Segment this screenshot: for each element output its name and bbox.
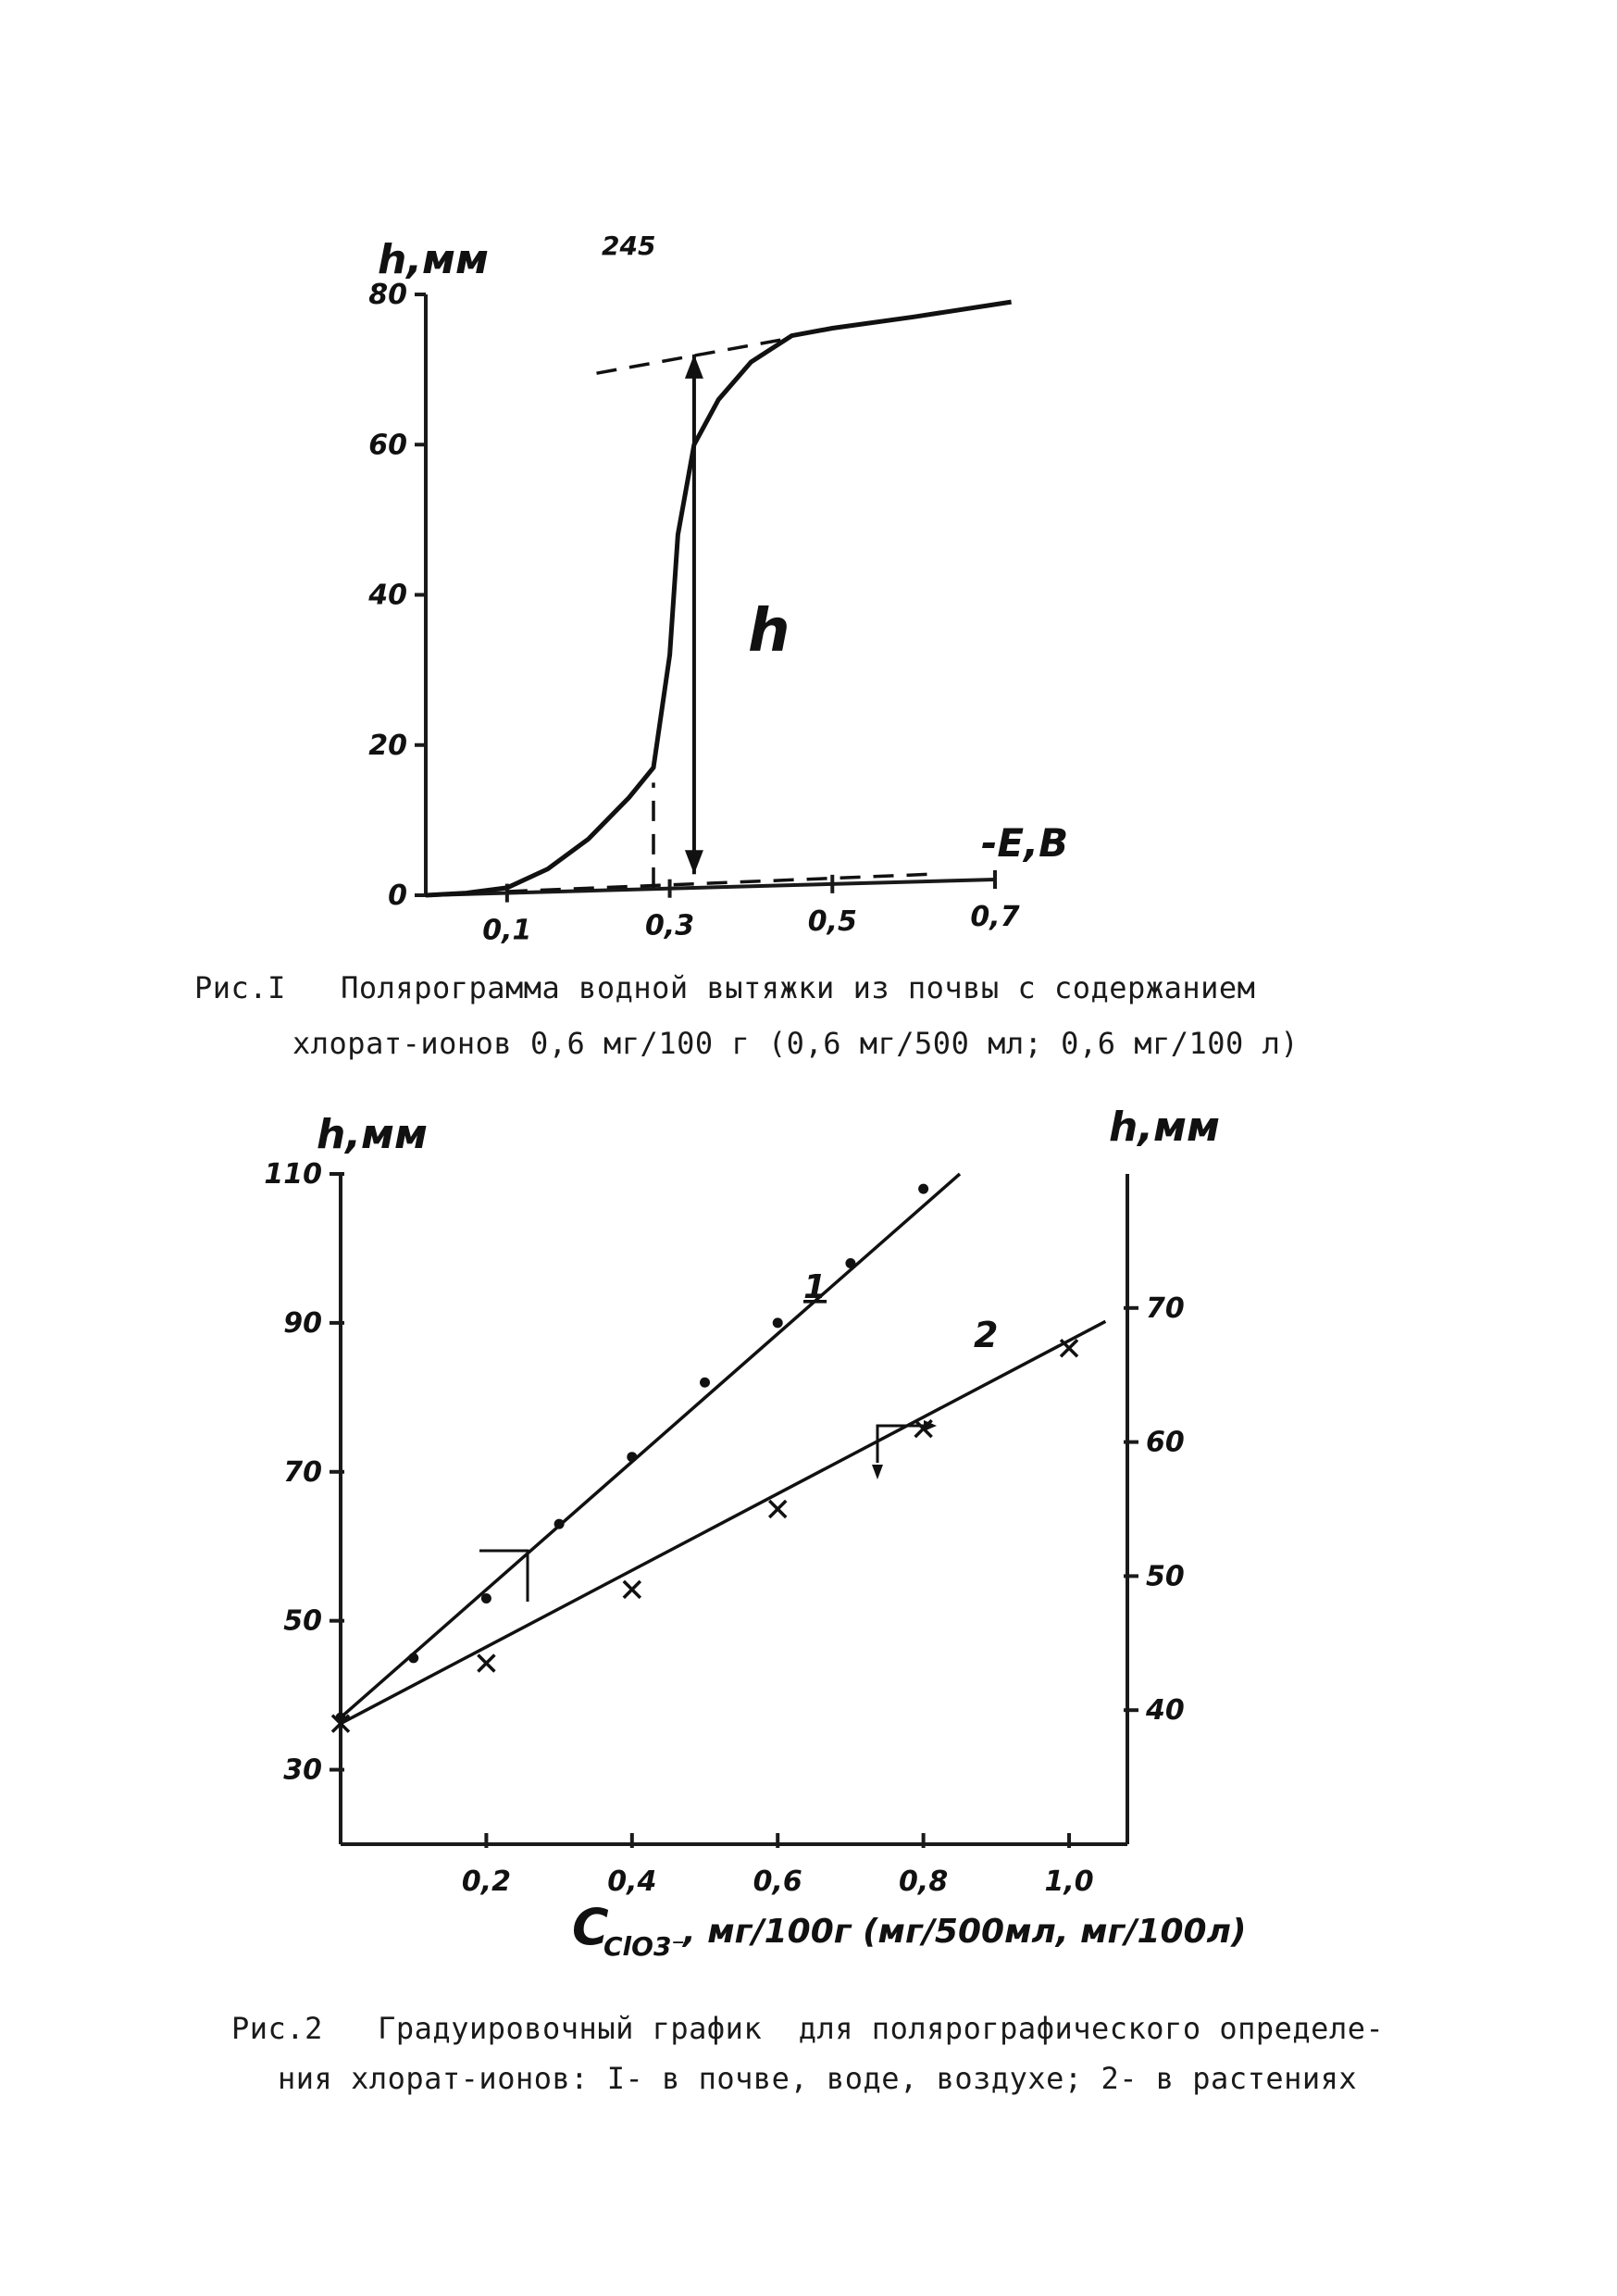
fig1-x-tick-label: 0,1 [482,914,532,947]
fig1-arrow-head-bottom [685,850,703,874]
series-1-label: 1 [803,1268,827,1306]
fig1-arrow-head-top [685,355,703,379]
fig1-y-ticks [367,279,426,912]
fig2-right-y-ticks [1124,1292,1185,1727]
fig1-polarogram-curve [426,302,1012,895]
fig2-left-y-tick-label: 90 [283,1306,322,1340]
series-1-point [554,1519,565,1529]
fig1-x-axis-label: -E,B [981,820,1069,866]
figure-1-polarogram [367,236,1068,947]
series-2-point [624,1581,641,1598]
series-1-point [700,1378,710,1388]
series-2-point [478,1655,494,1672]
fig2-right-y-tick-label: 40 [1146,1694,1185,1728]
series-2-point [769,1501,786,1517]
fig1-y-tick-label: 80 [368,279,407,311]
fig2-left-y-tick-label: 110 [264,1158,322,1191]
fig2-x-tick-label: 1,0 [1044,1866,1094,1898]
series-1-point [773,1317,783,1328]
fig1-y-tick-label: 20 [368,729,407,762]
fig2-left-y-tick-label: 70 [283,1455,322,1489]
fig2-left-y-axis-label: h,мм [317,1111,428,1158]
fig1-y-axis-label: h,мм [378,236,489,283]
fig2-x-axis-label-subscript: ClO3⁻ [603,1931,686,1962]
figure-2-caption-line-1: Рис.2 Градуировочный график для полярографического определе- [231,2011,1385,2046]
fig2-right-y-axis-label: h,мм [1109,1104,1220,1151]
page-number: 245 [602,231,656,261]
series-2-right-axis-arrow [872,1420,937,1479]
fig2-x-tick-label: 0,8 [899,1866,949,1898]
fig1-y-tick-label: 40 [368,579,407,612]
fig2-x-tick-label: 0,4 [607,1866,657,1898]
figure-1-caption-line-2: хлорат-ионов 0,6 мг/100 г (0,6 мг/500 мл; 0,6 мг/100 л) [292,1026,1300,1061]
fig1-x-tick-label: 0,5 [807,905,857,938]
series-1-point [918,1184,928,1194]
fig1-y-tick-label: 0 [388,880,407,912]
fig2-left-y-tick-label: 50 [283,1604,322,1638]
fig2-x-tick-label: 0,6 [753,1866,802,1898]
figure-2-caption-line-2: ния хлорат-ионов: I- в почве, воде, воздухе; 2- в растениях [278,2061,1358,2096]
fig1-x-tick-label: 0,7 [970,901,1020,933]
fig1-y-tick-label: 60 [368,429,407,462]
fig2-left-y-ticks [264,1158,344,1787]
fig2-left-y-tick-label: 30 [283,1753,322,1787]
fig2-series-group [332,1174,1105,1732]
fig2-right-y-tick-label: 70 [1146,1292,1185,1325]
figure-1-caption-line-1: Рис.I Полярограмма водной вытяжки из почвы с содержанием [194,970,1256,1005]
series-1-point [627,1452,637,1462]
fig2-x-tick-label: 0,2 [461,1866,511,1898]
fig2-x-axis-units: , мг/100г (мг/500мл, мг/100л) [683,1913,1247,1951]
series-1-point [845,1258,855,1268]
fig2-right-y-tick-label: 60 [1146,1426,1185,1459]
fig1-x-tick-label: 0,3 [644,909,695,942]
series-2-label: 2 [974,1315,999,1355]
fig1-wave-height-label: h [748,597,790,666]
fig1-dashed-lines [507,338,930,892]
fig2-right-y-tick-label: 50 [1146,1560,1185,1593]
series-1-point [481,1593,491,1603]
fig2-x-axis-label: C [572,1898,609,1956]
figure-2-calibration [264,1104,1246,1962]
series-1-point [408,1653,418,1663]
